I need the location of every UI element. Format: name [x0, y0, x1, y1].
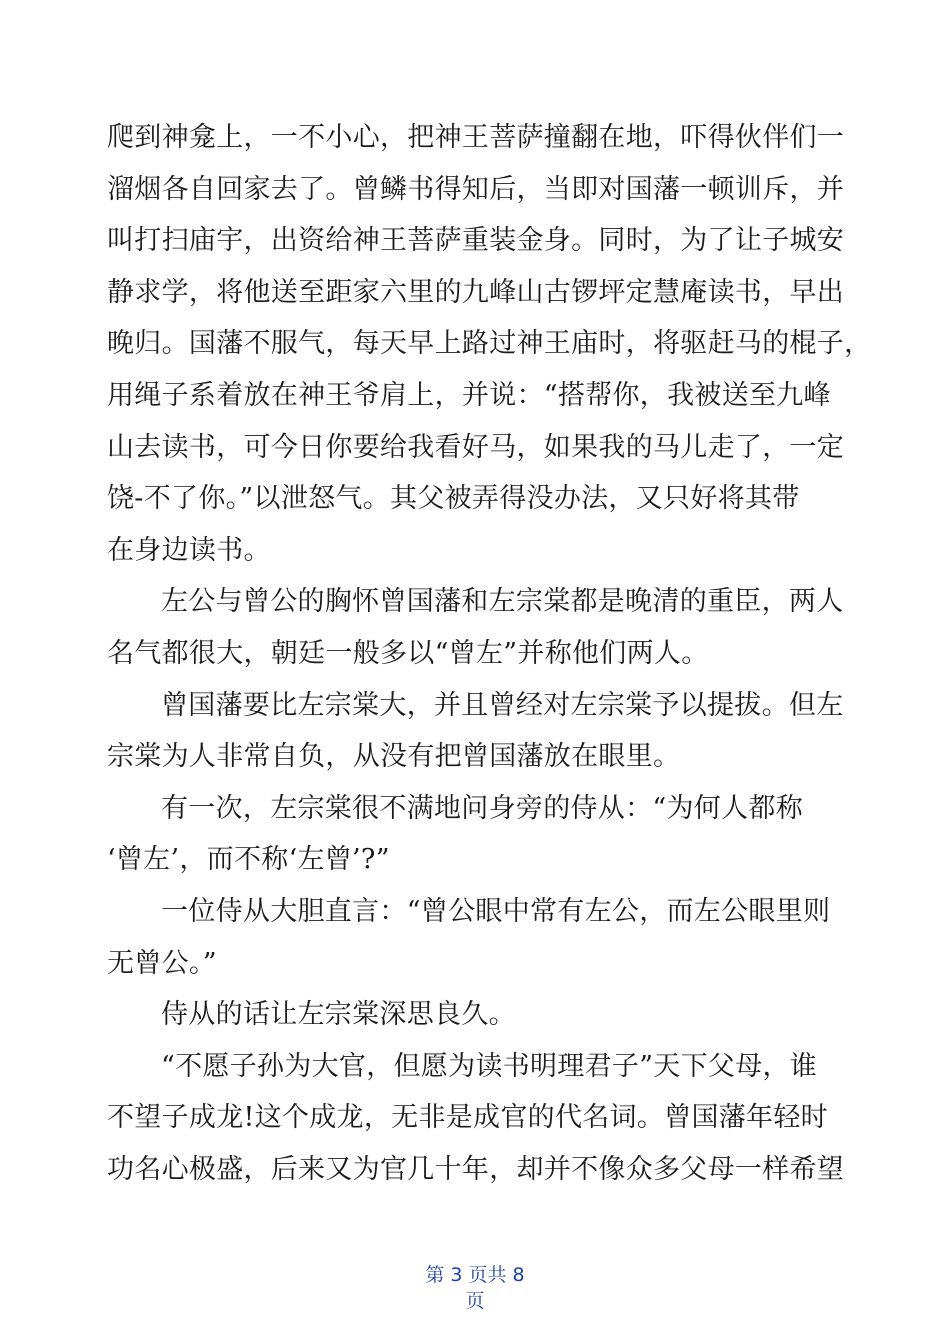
text-line: 不望子成龙!这个成龙，无非是成官的代名词。曾国藩年轻时 — [107, 1102, 828, 1134]
text-line: “不愿子孙为大官，但愿为读书明理君子”天下父母，谁 — [161, 1050, 818, 1082]
text-line: 无曾公。” — [107, 947, 217, 979]
paragraph — [107, 886, 842, 989]
text-line: 左公与曾公的胸怀曾国藩和左宗棠都是晚清的重臣，两人 — [161, 586, 844, 618]
text-line: 曾国藩要比左宗棠大，并且曾经对左宗棠予以提拔。但左 — [161, 689, 844, 721]
text-line: 功名心极盛，后来又为官几十年，却并不像众多父母一样希望 — [107, 1153, 845, 1185]
page-number-footer — [0, 1262, 950, 1314]
page-number-line-1: 第 3 页共 8 — [425, 1264, 525, 1286]
text-line: 有一次，左宗棠很不满地问身旁的侍从：“为何人都称 — [161, 792, 804, 824]
text-line: 名气都很大，朝廷一般多以“曾左”并称他们两人。 — [107, 637, 709, 669]
text-line: 山去读书，可今日你要给我看好马，如果我的马儿走了，一定 — [107, 431, 845, 463]
text-line: 静求学，将他送至距家六里的九峰山古锣坪定慧庵读书，早出 — [107, 276, 845, 308]
text-line: 宗棠为人非常自负，从没有把曾国藩放在眼里。 — [107, 741, 681, 773]
text-line: 一位侍从大胆直言：“曾公眼中常有左公，而左公眼里则 — [161, 895, 831, 927]
text-line: 叫打扫庙宇，出资给神王菩萨重装金身。同时，为了让子城安 — [107, 225, 845, 257]
text-line: 侍从的话让左宗棠深思良久。 — [161, 999, 516, 1031]
text-line: 在身边读书。 — [107, 534, 271, 566]
text-line: 溜烟各自回家去了。曾鳞书得知后，当即对国藩一顿训斥，并 — [107, 173, 845, 205]
page-number-line-2: 页 — [465, 1290, 485, 1312]
text-line: 晚归。国藩不服气，每天早上路过神王庙时，将驱赶马的棍子， — [107, 328, 872, 360]
paragraph — [107, 680, 842, 783]
paragraph — [107, 576, 842, 679]
paragraph — [107, 1041, 845, 1196]
text-line: 用绳子系着放在神王爷肩上，并说：“搭帮你，我被送至九峰 — [107, 379, 831, 411]
text-line: ‘曾左’，而不称‘左曾’?” — [107, 844, 390, 876]
paragraph — [107, 989, 842, 1041]
paragraph — [107, 783, 842, 886]
text-line: 饶-不了你。”以泄怒气。其父被弄得没办法，又只好将其带 — [107, 483, 800, 515]
body-text — [107, 112, 872, 1195]
paragraph — [107, 112, 872, 576]
text-line: 爬到神龛上，一不小心，把神王菩萨撞翻在地，吓得伙伴们一 — [107, 122, 845, 153]
